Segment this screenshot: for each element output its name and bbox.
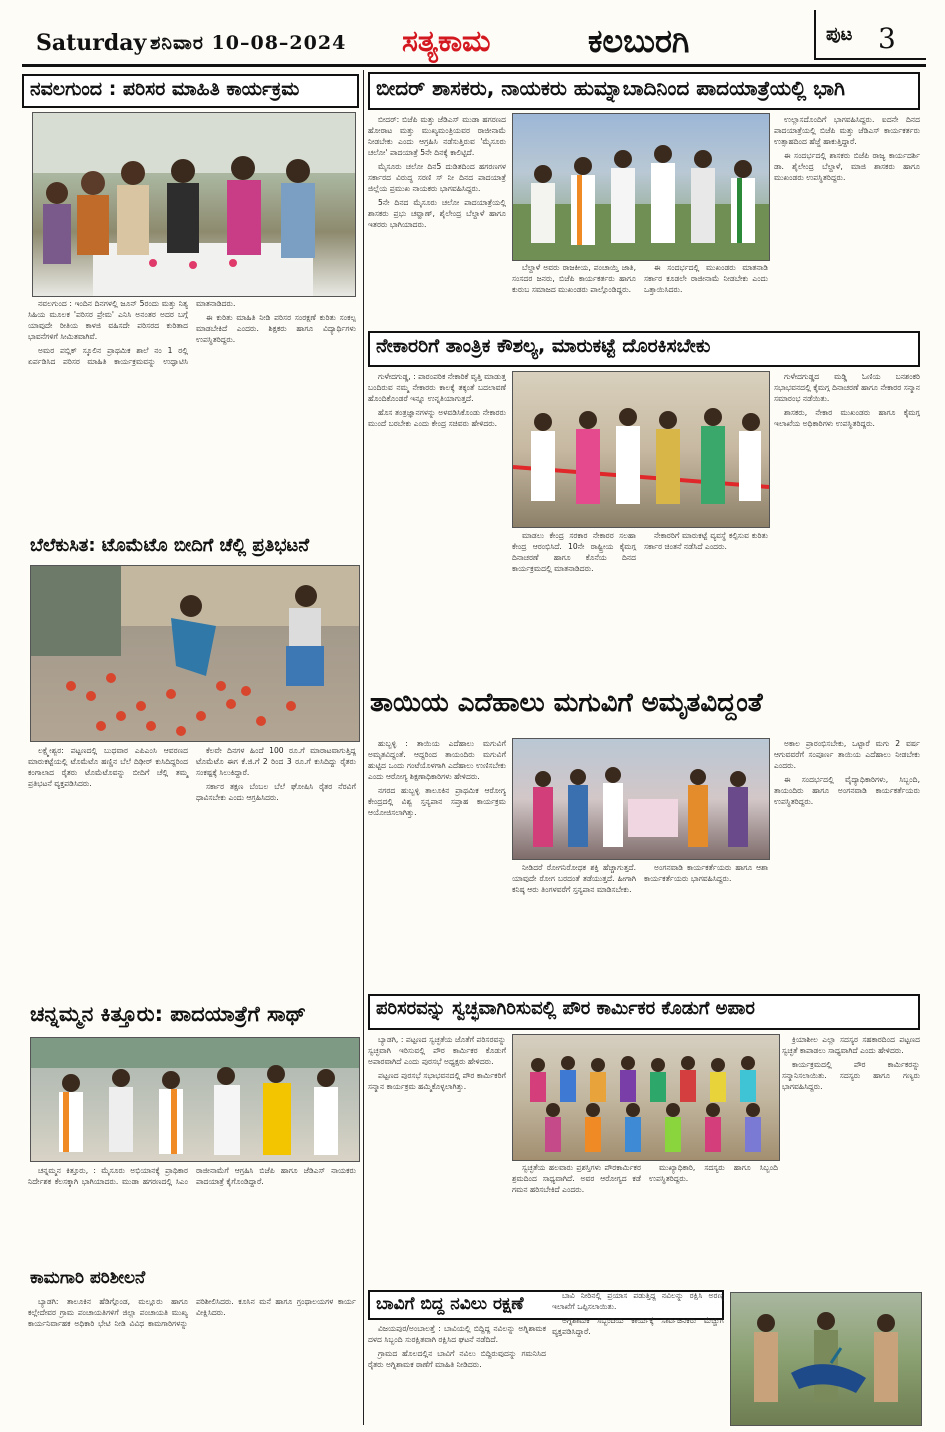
neekarara-body-mid	[512, 530, 768, 682]
navalgund-photo	[32, 112, 356, 297]
paragraph: ಗ್ರಾಮದ ಹೊಲದಲ್ಲಿನ ಬಾವಿಗೆ ನವಿಲು ಬಿದ್ದಿರುವುದನ್ನು ಗಮನಿಸಿದ ರೈತರು ಅಗ್ನಿಶಾಮಕ ಠಾಣೆಗೆ ಮಾಹಿತಿ ನೀಡಿದರು.	[368, 1349, 546, 1369]
event-image	[513, 739, 769, 859]
procession-image	[31, 1038, 359, 1161]
peacock-rescue-image	[731, 1293, 921, 1425]
day-english: Saturday	[36, 30, 147, 56]
tomato-headline: ಬೆಲೆಕುಸಿತ: ಟೊಮೆಟೊ ಬೀದಿಗೆ ಚೆಲ್ಲಿ ಪ್ರತಿಭಟನೆ	[30, 535, 310, 556]
taayiya-body-right	[774, 738, 920, 990]
paragraph: ಬ್ಯಾಡಗಿ: ತಾಲೂಕಿನ ಹೆಡಿಗ್ಗೊಂಡ, ಮಲ್ಲೂರು ಹಾಗೂ ಕಲ್ಲೇದೇವರ ಗ್ರಾಮ ಪಂಚಾಯತಿಗಳಿಗೆ ಜಿಲ್ಲಾ ಪಂಚಾಯತಿ ಮುಖ್ಯ ಕಾರ್ಯನಿರ್ವಾಹಕ ಅಧಿಕಾರಿ ಭೇಟಿ ನೀಡಿ ವಿವಿಧ ಕಾಮಗಾರಿಗಳನ್ನು ಪರಿಶೀಲಿಸಿದರು. ಕೂಸಿನ ಮನೆ ಹಾಗೂ ಗ್ರಂಥಾಲಯಗಳ ಕಾರ್ಯ ವೀಕ್ಷಿಸಿದರು.	[28, 1297, 356, 1328]
baavi-body-left	[368, 1323, 546, 1425]
paragraph: ಅಕಾಲ ಪ್ರಾರಂಭಿಸಬೇಕು, ಒಟ್ಟಾರೆ ಮಗು 2 ವರ್ಷ ಆಗುವವರೆಗೆ ಸಂಪೂರ್ಣ ತಾಯಿಯ ಎದೆಹಾಲು ನೀಡಬೇಕು ಎಂದರು.	[774, 739, 920, 770]
paragraph: ಈ ಕುರಿತು ಮಾಹಿತಿ ನೀಡಿ ಪರಿಸರ ಸಂರಕ್ಷಣೆ ಕುರಿತು ಸಂಕಲ್ಪ ಮಾಡಬೇಕಿದೆ ಎಂದರು. ಶಿಕ್ಷಕರು ಹಾಗೂ ವಿದ್ಯಾರ್ಥಿಗಳು ಉಪಸ್ಥಿತರಿದ್ದರು.	[196, 313, 356, 344]
paragraph: ಬೀದರ್: ಬಿಜೆಪಿ ಮತ್ತು ಜೆಡಿಎಸ್ ಮುಡಾ ಹಗರಣದ ಹೋರಾಟ ಮತ್ತು ಮುಖ್ಯಮಂತ್ರಿಯವರ ರಾಜೀನಾಮೆ ನೀಡಬೇಕು ಎಂದು ಆಗ್ರಹಿಸಿ ನಡೆಸುತ್ತಿರುವ 'ಮೈಸೂರು ಚಲೋ' ಪಾದಯಾತ್ರೆ 5ನೇ ದಿನಕ್ಕೆ ಕಾಲಿಟ್ಟಿದೆ.	[368, 115, 506, 157]
paragraph: ಲಕ್ಷ್ಮೇಶ್ವರ: ಪಟ್ಟಣದಲ್ಲಿ ಬುಧವಾರ ಎಪಿಎಂಸಿ ಆವರಣದ ಮಾರುಕಟ್ಟೆಯಲ್ಲಿ ಟೊಮೆಟೊ ಹಣ್ಣಿನ ಬೆಲೆ ದಿಢೀರ್ ಕುಸಿದಿದ್ದರಿಂದ ಕಂಗಾಲಾದ ರೈತರು ಟೊಮೆಟೊವನ್ನು ಬೀದಿಗೆ ಚೆಲ್ಲಿ ತಮ್ಮ ಪ್ರತಿಭಟನೆ ವ್ಯಕ್ತಪಡಿಸಿದರು.	[28, 746, 188, 788]
paragraph: ಸರ್ಕಾರ ತಕ್ಷಣ ಬೆಂಬಲ ಬೆಲೆ ಘೋಷಿಸಿ ರೈತರ ನೆರವಿಗೆ ಧಾವಿಸಬೇಕು ಎಂದು ಆಗ್ರಹಿಸಿದರು.	[196, 782, 356, 802]
tomato-photo	[30, 565, 360, 742]
paragraph: ಈ ಸಂದರ್ಭದಲ್ಲಿ ವೈದ್ಯಾಧಿಕಾರಿಗಳು, ಸಿಬ್ಬಂದಿ, ತಾಯಂದಿರು ಹಾಗೂ ಅಂಗನವಾಡಿ ಕಾರ್ಯಕರ್ತೆಯರು ಉಪಸ್ಥಿತರಿದ್ದರು.	[774, 775, 920, 806]
neekarara-headline: ನೇಕಾರರಿಗೆ ತಾಂತ್ರಿಕ ಕೌಶಲ್ಯ, ಮಾರುಕಟ್ಟೆ ದೊರಕಿಸಬೇಕು	[368, 331, 920, 367]
baavi-photo	[730, 1292, 922, 1426]
column-divider	[363, 70, 364, 1425]
paragraph: ನೇಕಾರರಿಗೆ ಮಾರುಕಟ್ಟೆ ವ್ಯವಸ್ಥೆ ಕಲ್ಪಿಸುವ ಕುರಿತು ಸರ್ಕಾರ ಚಿಂತನೆ ನಡೆಸಿದೆ ಎಂದರು.	[644, 531, 768, 551]
masthead	[0, 0, 945, 62]
paragraph: 5ನೇ ದಿನದ ಮೈಸೂರು ಚಲೋ ಪಾದಯಾತ್ರೆಯಲ್ಲಿ ಶಾಸಕರು ಪ್ರಭು ಚವ್ಹಾಣ್, ಶೈಲೇಂದ್ರ ಬೆಲ್ದಾಳೆ ಹಾಗೂ ಇತರರು ಭಾಗಿಯಾದರು.	[368, 198, 506, 229]
paragraph: ಶಾಸಕರು, ನೇಕಾರ ಮುಖಂಡರು ಹಾಗೂ ಕೈಮಗ್ಗ ಇಲಾಖೆಯ ಅಧಿಕಾರಿಗಳು ಉಪಸ್ಥಿತರಿದ್ದರು.	[774, 408, 920, 428]
taayiya-body-left	[368, 738, 506, 988]
kamagari-body	[28, 1296, 356, 1424]
bidar-body-left	[368, 114, 506, 326]
tomato-body	[28, 745, 356, 1000]
paragraph: ಗುಳೇದಗುಡ್ಡ, : ಪಾರಂಪರಿಕ ನೇಕಾರಿಕೆ ವೃತ್ತಿ ಮಾಡುತ್ತ ಬಂದಿರುವ ನಮ್ಮ ನೇಕಾರರು ಕಾಲಕ್ಕೆ ತಕ್ಕಂತೆ ಬದಲಾವಣೆ ಹೊಂದಿಕೊಂಡರೆ ಇನ್ನೂ ಉನ್ನತಿಯಾಗುತ್ತದೆ.	[368, 372, 506, 403]
paragraph: ಅಮರ ಪಬ್ಲಿಕ್ ಸ್ಕೂಲಿನ ಪ್ರಾಥಮಿಕ ಶಾಲೆ ನಂ 1 ರಲ್ಲಿ ಏರ್ಪಡಿಸಿದ ಪರಿಸರ ಮಾಹಿತಿ ಕಾರ್ಯಕ್ರಮವನ್ನು ಉದ್ಘಾಟಿಸಿ ಮಾತನಾಡಿದರು.	[28, 299, 236, 366]
paragraph: ಕೆಲವೇ ದಿನಗಳ ಹಿಂದೆ 100 ರೂ.ಗೆ ಮಾರಾಟವಾಗುತ್ತಿದ್ದ ಟೊಮೆಟೊ ಈಗ ಕೆ.ಜಿ.ಗೆ 2 ರಿಂದ 3 ರೂ.ಗೆ ಕುಸಿದಿದ್ದು ರೈತರು ಸಂಕಷ್ಟಕ್ಕೆ ಸಿಲುಕಿದ್ದಾರೆ.	[196, 746, 356, 777]
bidar-body-mid	[512, 262, 768, 328]
paragraph: ಹೊಸ ತಂತ್ರಜ್ಞಾನಗಳನ್ನು ಅಳವಡಿಸಿಕೊಂಡು ನೇಕಾರರು ಮುಂದೆ ಬರಬೇಕು ಎಂದು ಕೇಂದ್ರ ಸಚಿವರು ಹೇಳಿದರು.	[368, 408, 506, 428]
taayiya-headline: ತಾಯಿಯ ಎದೆಹಾಲು ಮಗುವಿಗೆ ಅಮೃತವಿದ್ದಂತೆ	[370, 688, 763, 718]
group-image	[513, 1035, 779, 1160]
taayiya-photo	[512, 738, 770, 860]
rally-image	[513, 114, 769, 260]
paragraph: ಮುಖ್ಯಾಧಿಕಾರಿ, ಸದಸ್ಯರು ಹಾಗೂ ಸಿಬ್ಬಂದಿ ಉಪಸ್ಥಿತರಿದ್ದರು.	[649, 1163, 778, 1183]
kittur-body	[28, 1165, 356, 1263]
paragraph: ವಿಜಯಪುರ/ಅಂಬಾಲತ್ತೆ : ಬಾವಿಯಲ್ಲಿ ಬಿದ್ದಿದ್ದ ನವಿಲನ್ನು ಅಗ್ನಿಶಾಮಕ ದಳದ ಸಿಬ್ಬಂದಿ ಸುರಕ್ಷಿತವಾಗಿ ರಕ್ಷಿಸಿದ ಘಟನೆ ನಡೆದಿದೆ.	[368, 1324, 546, 1344]
navalgund-body	[28, 298, 356, 530]
pourakarmikaru-photo	[512, 1034, 780, 1161]
masthead-rule	[22, 64, 926, 67]
paragraph: ಅಗ್ನಿಶಾಮಕ ಸಿಬ್ಬಂದಿಯ ಕಾರ್ಯಕ್ಕೆ ಸಾರ್ವಜನಿಕರು ಮೆಚ್ಚುಗೆ ವ್ಯಕ್ತಪಡಿಸಿದ್ದಾರೆ.	[552, 1316, 724, 1336]
bidar-body-right	[774, 114, 920, 328]
navalgund-headline: ನವಲಗುಂದ : ಪರಿಸರ ಮಾಹಿತಿ ಕಾರ್ಯಕ್ರಮ	[22, 74, 359, 108]
paragraph: ಬ್ಯಾಡಗಿ, : ಪಟ್ಟಣದ ಸ್ವಚ್ಛತೆಯ ಜೊತೆಗೆ ಪರಿಸರವನ್ನು ಸ್ವಚ್ಛವಾಗಿ ಇರಿಸುವಲ್ಲಿ ಪೌರ ಕಾರ್ಮಿಕರ ಕೊಡುಗೆ ಅಪಾರವಾಗಿದೆ ಎಂದು ಪುರಸಭೆ ಅಧ್ಯಕ್ಷರು ಹೇಳಿದರು.	[368, 1035, 506, 1066]
page-indicator	[814, 10, 926, 60]
paragraph: ಅಂಗನವಾಡಿ ಕಾರ್ಯಕರ್ತೆಯರು ಹಾಗೂ ಆಶಾ ಕಾರ್ಯಕರ್ತೆಯರು ಭಾಗವಹಿಸಿದ್ದರು.	[644, 863, 768, 883]
pourakarmikaru-body-right	[782, 1034, 920, 1284]
neekarara-body-left	[368, 371, 506, 527]
paragraph: ಕ್ರಿಯಾಶೀಲ ಎಲ್ಲಾ ಸದಸ್ಯರ ಸಹಕಾರದಿಂದ ಪಟ್ಟಣದ ಸ್ವಚ್ಛತೆ ಕಾಪಾಡಲು ಸಾಧ್ಯವಾಗಿದೆ ಎಂದು ಹೇಳಿದರು.	[782, 1035, 920, 1055]
people-image	[33, 113, 355, 296]
paragraph: ಕಾರ್ಯಕ್ರಮದಲ್ಲಿ ಪೌರ ಕಾರ್ಮಿಕರನ್ನು ಸನ್ಮಾನಿಸಲಾಯಿತು. ಸದಸ್ಯರು ಹಾಗೂ ಗಣ್ಯರು ಭಾಗವಹಿಸಿದ್ದರು.	[782, 1060, 920, 1091]
pourakarmikaru-body-mid	[512, 1162, 778, 1284]
taayiya-body-mid	[512, 862, 768, 990]
paragraph: ಚನ್ನಮ್ಮನ ಕಿತ್ತೂರು, : ಮೈಸೂರು ಅಭಿಯಾನಕ್ಕೆ ಪ್ರಾಥಿಕಾರ ನಿರ್ದೇಶಕ ಕೆಲಸಕ್ಕಾಗಿ ಭಾಗಿಯಾದರು. ಮುಡಾ ಹಗರಣದಲ್ಲಿ ಸಿಎಂ ರಾಜೀನಾಮೆಗೆ ಆಗ್ರಹಿಸಿ ಬಿಜೆಪಿ ಹಾಗೂ ಜೆಡಿಎಸ್ ನಾಯಕರು ಪಾದಯಾತ್ರೆ ಕೈಗೊಂಡಿದ್ದಾರೆ.	[28, 1166, 356, 1186]
paragraph: ಉಲ್ಲಾಸದೊಂದಿಗೆ ಭಾಗವಹಿಸಿದ್ದರು. ಐದನೇ ದಿನದ ಪಾದಯಾತ್ರೆಯಲ್ಲಿ ಬಿಜೆಪಿ ಮತ್ತು ಜೆಡಿಎಸ್ ಕಾರ್ಯಕರ್ತರು ಉತ್ಸಾಹದಿಂದ ಹೆಜ್ಜೆ ಹಾಕುತ್ತಿದ್ದಾರೆ.	[774, 115, 920, 146]
paragraph: ನೀಡಿದರೆ ರೋಗನಿರೋಧಕ ಶಕ್ತಿ ಹೆಚ್ಚಾಗುತ್ತದೆ. ಯಾವುದೇ ರೋಗ ಬರದಂತೆ ತಡೆಯುತ್ತದೆ. ಹೀಗಾಗಿ ಕನಿಷ್ಠ ಆರು ತಿಂಗಳವರೆಗೆ ಸ್ತನ್ಯಪಾನ ಮಾಡಿಸಬೇಕು.	[512, 863, 636, 894]
paragraph: ಈ ಸಂದರ್ಭದಲ್ಲಿ ಮುಖಂಡರು ಮಾತನಾಡಿ ಸರ್ಕಾರ ಕೂಡಲೇ ರಾಜೀನಾಮೆ ನೀಡಬೇಕು ಎಂದು ಒತ್ತಾಯಿಸಿದರು.	[644, 263, 768, 294]
bidar-headline: ಬೀದರ್ ಶಾಸಕರು, ನಾಯಕರು ಹುಮ್ನಾಬಾದಿನಿಂದ ಪಾದಯಾತ್ರೆಯಲ್ಲಿ ಭಾಗಿ	[368, 72, 920, 110]
paragraph: ಬಾವಿ ನೀರಿನಲ್ಲಿ ಪ್ರಯಾಸ ಪಡುತ್ತಿದ್ದ ನವಿಲನ್ನು ರಕ್ಷಿಸಿ ಅರಣ್ಯ ಇಲಾಖೆಗೆ ಒಪ್ಪಿಸಲಾಯಿತು.	[552, 1291, 724, 1311]
neekarara-photo	[512, 371, 770, 528]
paragraph: ಮಾಡಲು ಕೇಂದ್ರ ಸರಕಾರ ನೇಕಾರರ ಸಲಹಾ ಕೇಂದ್ರ ಆರಂಭಿಸಿದೆ. 10ನೇ ರಾಷ್ಟ್ರೀಯ ಕೈಮಗ್ಗ ದಿನಾಚರಣೆ ಹಾಗೂ ಕೊನೆಯ ದಿನದ ಕಾರ್ಯಕ್ರಮದಲ್ಲಿ ಮಾತನಾಡಿದರು.	[512, 531, 636, 573]
paragraph: ಈ ಸಂದರ್ಭದಲ್ಲಿ ಶಾಸಕರು ಬಿಜೆಪಿ ರಾಜ್ಯ ಕಾರ್ಯದರ್ಶಿ ಡಾ. ಶೈಲೇಂದ್ರ ಬೆಲ್ದಾಳೆ, ಮಾಜಿ ಶಾಸಕರು ಹಾಗೂ ಮುಖಂಡರು ಉಪಸ್ಥಿತರಿದ್ದರು.	[774, 151, 920, 182]
kamagari-headline: ಕಾಮಗಾರಿ ಪರಿಶೀಲನೆ	[30, 1268, 146, 1288]
baavi-body-right	[552, 1290, 724, 1425]
paragraph: ಬೆಲ್ದಾಳೆ ಅವರು ರಾಜಕೀಯ, ಪಂಚಾಯ್ತಿ ಜಾತಿ, ಸಂಸದರ ಜನರು, ಬಿಜೆಪಿ ಕಾರ್ಯಕರ್ತರು ಹಾಗೂ ಕುರುಬ ಸಮಾಜದ ಮುಖಂಡರು ಪಾಲ್ಗೊಂಡಿದ್ದರು.	[512, 263, 636, 294]
pourakarmikaru-body-left	[368, 1034, 506, 1284]
road-image	[31, 566, 359, 741]
page-number: 3	[878, 22, 896, 55]
paragraph: ಗುಳೇದಗುಡ್ಡದ ಮಡ್ಡಿ ಓಣಿಯ ಬನಶಂಕರಿ ಸಭಾಭವನದಲ್ಲಿ ಕೈಮಗ್ಗ ದಿನಾಚರಣೆ ಹಾಗೂ ನೇಕಾರರ ಸನ್ಮಾನ ಸಮಾರಂಭ ನಡೆಯಿತು.	[774, 372, 920, 403]
pourakarmikaru-headline: ಪರಿಸರವನ್ನು ಸ್ವಚ್ಛವಾಗಿರಿಸುವಲ್ಲಿ ಪೌರ ಕಾರ್ಮಿಕರ ಕೊಡುಗೆ ಅಪಾರ	[368, 994, 920, 1030]
issue-date: ಶನಿವಾರ 10–08–2024	[150, 32, 347, 54]
edition-city: ಕಲಬುರಗಿ	[588, 22, 690, 60]
kittur-photo	[30, 1037, 360, 1162]
paragraph: ಮೈಸೂರು ಚಲೋ ದಿನ5 ದುಡಿತದಿಂದ ಹಗರಣಗಳ ಸರ್ಕಾರದ ವಿರುದ್ಧ ಸರಣಿ ಸ್ ನೀ ದಿನದ ಪಾದಯಾತ್ರೆ ಜಿಲ್ಲೆಯ ಪ್ರಮುಖ ನಾಯಕರು ಭಾಗವಹಿಸಿದ್ದರು.	[368, 162, 506, 193]
baavi-headline: ಬಾವಿಗೆ ಬಿದ್ದ ನವಿಲು ರಕ್ಷಣೆ	[368, 1290, 724, 1320]
bidar-photo	[512, 113, 770, 261]
paragraph: ನವಲಗುಂದ : ಇಂದಿನ ದಿನಗಳಲ್ಲಿ ಜೂನ್ 5ರಂದು ಮತ್ತು ನಿತ್ಯ ಸಿಹಿಯ ಮೂಲಕ 'ಪರಿಸರ ಪ್ರೇಮ' ಎನಿಸಿ ಅನಂತರ ಅದರ ಬಗ್ಗೆ ಯಾವುದೇ ರೀತಿಯ ಕಾಳಜಿ ವಹಿಸದೇ ಪರಿಸರದ ಕುರಿತಾದ ಭಾವನೆಗಳಿಗೆ ಸೀಮಿತವಾಗಿವೆ.	[28, 299, 188, 341]
neekarara-body-right	[774, 371, 920, 683]
kittur-headline: ಚನ್ನಮ್ಮನ ಕಿತ್ತೂರು: ಪಾದಯಾತ್ರೆಗೆ ಸಾಥ್	[30, 1002, 306, 1026]
paragraph: ಸ್ವಚ್ಛತೆಯ ಹಲವಾರು ಪ್ರಶಸ್ತಿಗಳು ಪೌರಕಾರ್ಮಿಕರ ಶ್ರಮದಿಂದ ಸಾಧ್ಯವಾಗಿದೆ. ಅವರ ಆರೋಗ್ಯದ ಕಡೆ ಗಮನ ಹರಿಸಬೇಕಿದೆ ಎಂದರು.	[512, 1163, 641, 1194]
page-label: ಪುಟ	[826, 24, 853, 45]
paragraph: ಪಟ್ಟಣದ ಪುರಸಭೆ ಸಭಾಭವನದಲ್ಲಿ ಪೌರ ಕಾರ್ಮಿಕರಿಗೆ ಸನ್ಮಾನ ಕಾರ್ಯಕ್ರಮ ಹಮ್ಮಿಕೊಳ್ಳಲಾಗಿತ್ತು.	[368, 1071, 506, 1091]
paper-name: ಸತ್ಯಕಾಮ	[402, 24, 491, 59]
paragraph: ಹುಬ್ಬಳ್ಳಿ : ತಾಯಿಯ ಎದೆಹಾಲು ಮಗುವಿಗೆ ಅಮೃತವಿದ್ದಂತೆ. ಆದ್ದರಿಂದ ತಾಯಂದಿರು ಮಗುವಿಗೆ ಹುಟ್ಟಿದ ಒಂದು ಗಂಟೆಯೊಳಗಾಗಿ ಎದೆಹಾಲು ಉಣಿಸಬೇಕು ಎಂದು ಆರೋಗ್ಯ ಶಿಕ್ಷಣಾಧಿಕಾರಿಗಳು ಹೇಳಿದರು.	[368, 739, 506, 781]
paragraph: ನಗರದ ಹುಬ್ಬಳ್ಳಿ ತಾಲೂಕಿನ ಪ್ರಾಥಮಿಕ ಆರೋಗ್ಯ ಕೇಂದ್ರದಲ್ಲಿ ವಿಶ್ವ ಸ್ತನ್ಯಪಾನ ಸಪ್ತಾಹ ಕಾರ್ಯಕ್ರಮ ಆಯೋಜಿಸಲಾಗಿತ್ತು.	[368, 786, 506, 817]
ribbon-cutting-image	[513, 372, 769, 527]
